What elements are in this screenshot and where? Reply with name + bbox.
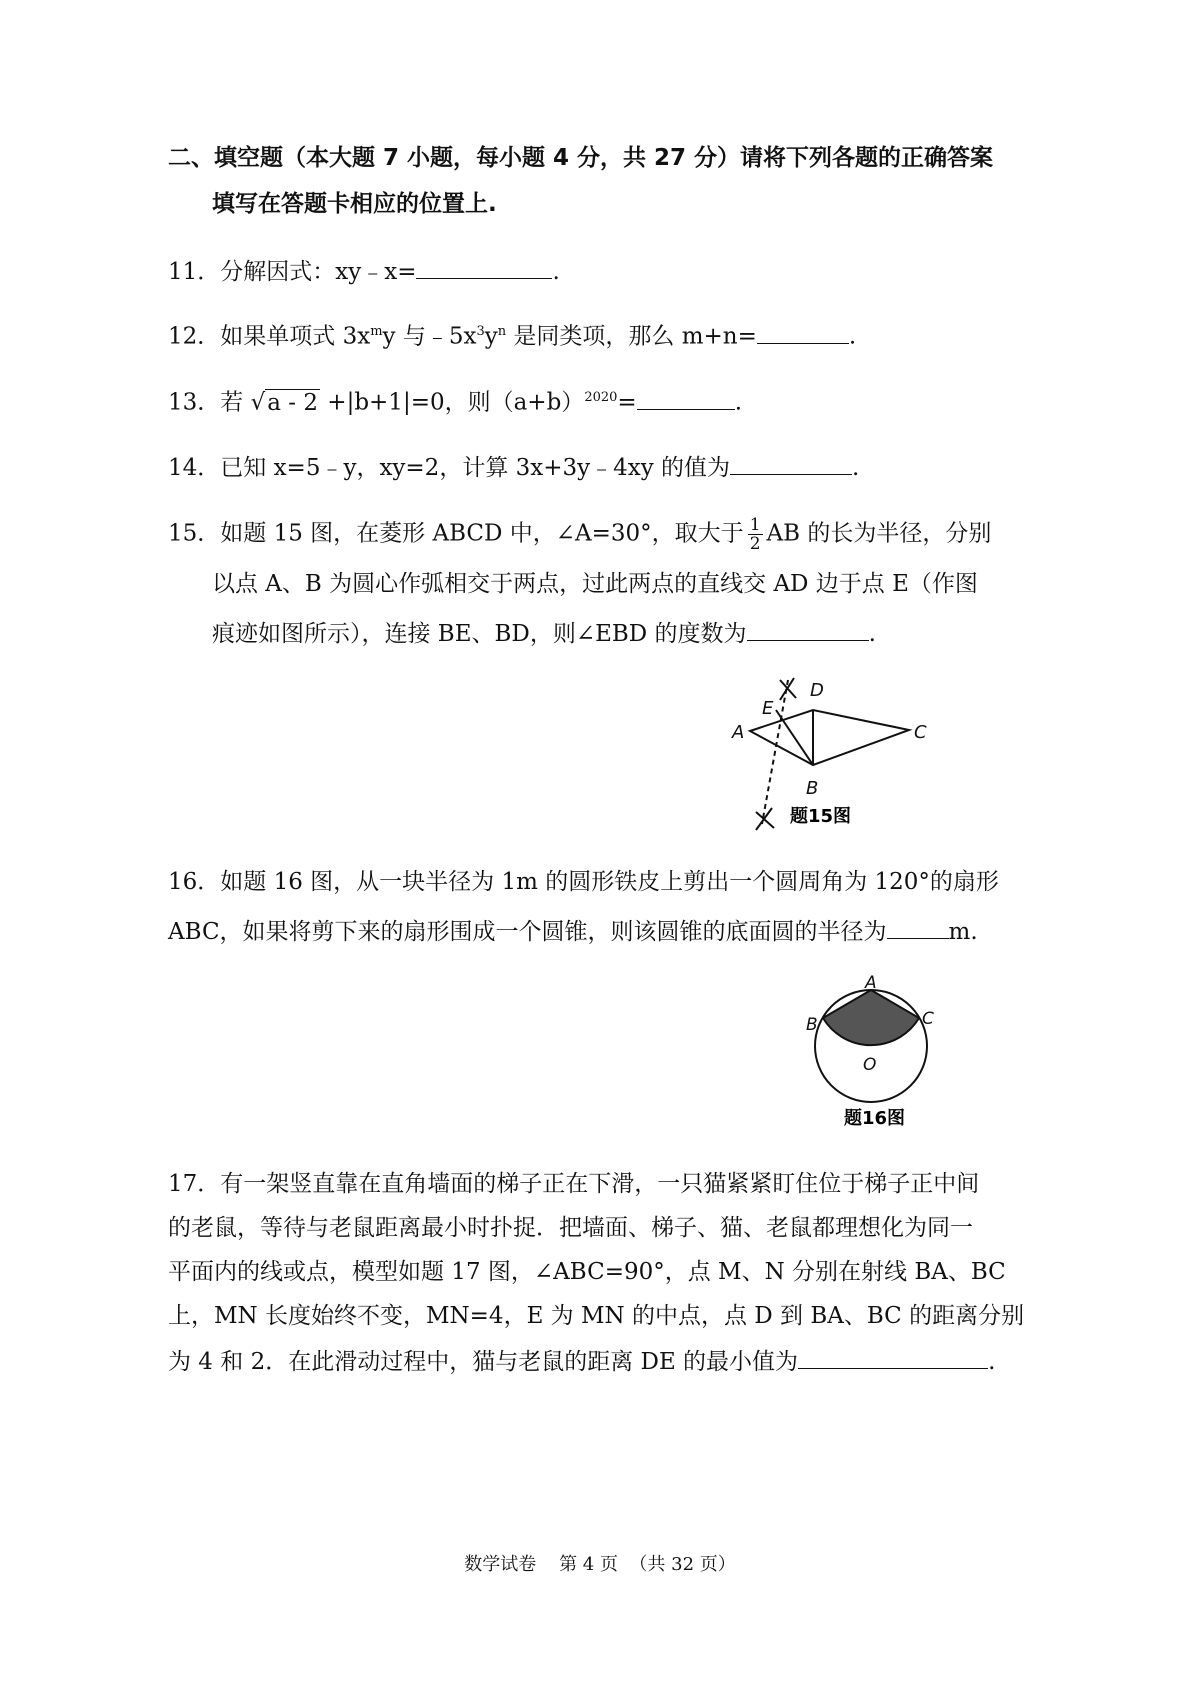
figure-15-caption: 题15图 xyxy=(790,806,852,827)
page-footer: 数学试卷 第 4 页 （共 32 页） xyxy=(464,1554,736,1575)
question-17-line5 xyxy=(168,1344,995,1378)
question-12 xyxy=(168,316,856,353)
period: . xyxy=(552,259,560,285)
period: . xyxy=(868,621,876,647)
label-b: B xyxy=(806,1015,818,1035)
period: . xyxy=(734,389,742,416)
question-17-line1: 17．有一架竖直靠在直角墙面的梯子正在下滑，一只猫紧紧盯住位于梯子正中间 xyxy=(168,1171,980,1197)
period: . xyxy=(988,1349,996,1375)
question-16-line2 xyxy=(168,914,978,948)
figure-15-rhombus xyxy=(730,672,960,832)
label-c: C xyxy=(914,722,927,743)
question-15-line3 xyxy=(212,616,876,650)
question-15-text-b: AB 的长为半径，分别 xyxy=(766,520,992,547)
arc-mark-bottom-icon xyxy=(756,808,774,830)
question-17-text: 为 4 和 2．在此滑动过程中，猫与老鼠的距离 DE 的最小值为 xyxy=(168,1349,799,1375)
question-15-line2: 以点 A、B 为圆心作弧相交于两点，过此两点的直线交 AD 边于点 E（作图 xyxy=(212,571,978,597)
question-17-line3: 平面内的线或点，模型如题 17 图，∠ABC=90°，点 M、N 分别在射线 BA、BC xyxy=(168,1259,1006,1285)
question-17-line4: 上，MN 长度始终不变，MN=4，E 为 MN 的中点，点 D 到 BA、BC 的距离分别 xyxy=(168,1303,1025,1329)
exponent-n: n xyxy=(497,324,507,339)
figure-16-caption: 题16图 xyxy=(844,1108,906,1129)
sector-abc xyxy=(823,990,919,1045)
question-11 xyxy=(168,254,560,288)
question-13 xyxy=(168,382,742,419)
figure-16-sector xyxy=(800,970,950,1140)
question-12-text-b: y 与﹣5x xyxy=(382,323,477,350)
rhombus-abcd xyxy=(750,710,909,765)
exponent-m: m xyxy=(370,324,383,339)
sqrt-icon: √ xyxy=(250,389,266,416)
question-11-text: 11．分解因式：xy﹣x= xyxy=(168,259,417,285)
section-title-line1: 二、填空题（本大题 7 小题，每小题 4 分，共 27 分）请将下列各题的正确答案 xyxy=(168,145,994,171)
question-13-text-c: = xyxy=(617,389,637,416)
answer-blank-13[interactable] xyxy=(637,385,735,410)
answer-blank-17[interactable] xyxy=(798,1344,988,1369)
fraction-one-half xyxy=(748,516,763,553)
label-a: A xyxy=(865,973,877,993)
question-12-text-d: 是同类项，那么 m+n= xyxy=(506,323,757,350)
question-15-text-a: 15．如题 15 图，在菱形 ABCD 中，∠A=30°，取大于 xyxy=(168,520,744,547)
question-17-line2: 的老鼠，等待与老鼠距离最小时扑捉．把墙面、梯子、猫、老鼠都理想化为同一 xyxy=(168,1215,973,1241)
question-15-text-c: 痕迹如图所示），连接 BE、BD，则∠EBD 的度数为 xyxy=(212,621,747,647)
period: . xyxy=(852,455,860,481)
label-o: O xyxy=(863,1055,877,1075)
question-14 xyxy=(168,450,859,484)
label-e: E xyxy=(762,698,774,719)
question-16-text-a: ABC，如果将剪下来的扇形围成一个圆锥，则该圆锥的底面圆的半径为 xyxy=(168,919,887,945)
label-c: C xyxy=(922,1009,934,1029)
period: . xyxy=(848,323,857,350)
fraction-denominator: 2 xyxy=(749,534,761,554)
answer-blank-14[interactable] xyxy=(730,450,852,475)
answer-blank-16[interactable] xyxy=(887,914,949,939)
question-13-text-b: +|b+1|=0，则（a+b） xyxy=(319,389,585,416)
label-a: A xyxy=(732,722,745,743)
answer-blank-11[interactable] xyxy=(416,254,552,279)
answer-blank-15[interactable] xyxy=(747,616,869,641)
answer-blank-12[interactable] xyxy=(757,319,849,344)
question-13-text-a: 13．若 xyxy=(168,389,251,416)
question-12-text-c: y xyxy=(484,323,498,350)
radicand: a - 2 xyxy=(267,389,318,416)
question-16-text-b: m. xyxy=(948,919,978,945)
question-16-line1: 16．如题 16 图，从一块半径为 1m 的圆形铁皮上剪出一个圆周角为 120°的扇形 xyxy=(168,869,999,895)
label-d: D xyxy=(810,680,824,701)
exponent-2020: 2020 xyxy=(584,390,618,405)
fraction-numerator: 1 xyxy=(749,515,761,535)
label-b: B xyxy=(806,778,819,799)
section-title-line2: 填写在答题卡相应的位置上. xyxy=(212,191,497,217)
question-14-text: 14．已知 x=5﹣y，xy=2，计算 3x+3y﹣4xy 的值为 xyxy=(168,455,731,481)
question-12-text-a: 12．如果单项式 3x xyxy=(168,323,371,350)
exponent-3: 3 xyxy=(476,324,485,339)
question-15-line1 xyxy=(168,516,991,553)
